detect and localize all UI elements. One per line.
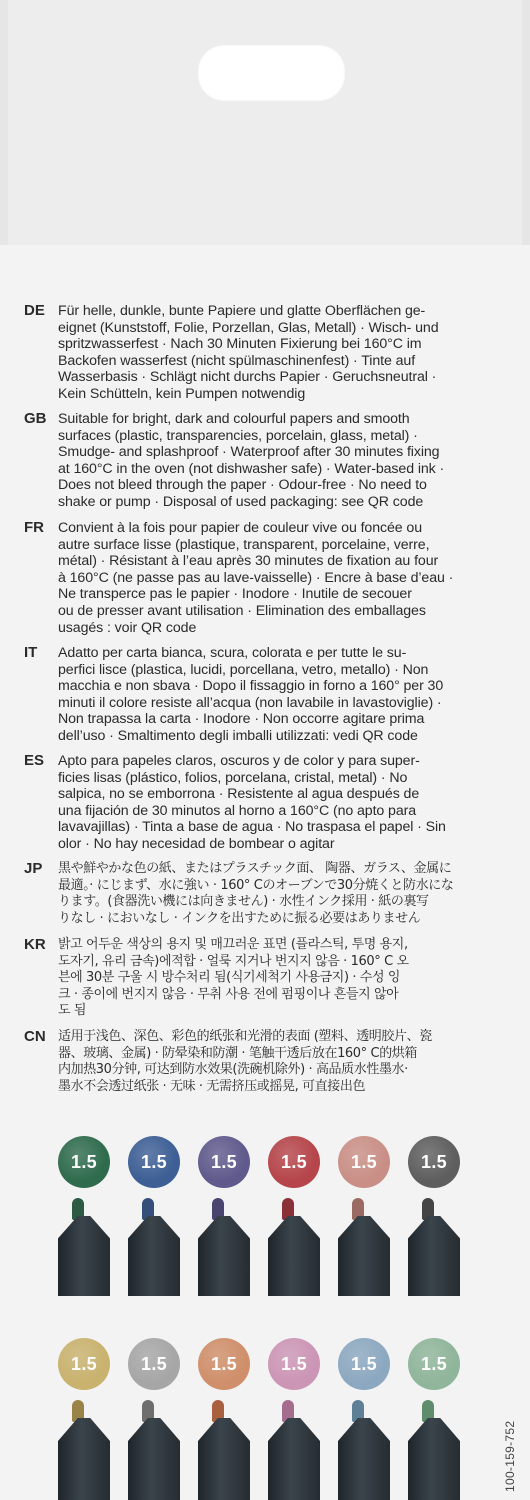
language-code: IT [24, 644, 38, 661]
pen-swatch [122, 1338, 194, 1500]
tip-size-label: 1.5 [421, 1354, 447, 1374]
hang-hole [198, 45, 345, 101]
tip-size-label: 1.5 [71, 1152, 97, 1172]
language-text: Convient à la fois pour papier de couleur vive ou foncée ou autre surface lisse (plastique, transparent, porcelaine, verre, métal) · Résistant à l’eau après 30 minutes de fixation au four à 160°C (ne passe pas au lave-vaisselle) · Encre à base d’eau · Ne transperce pas le papier · Inodore · Inutile de secouer ou de presser avant utilisation · Elimination des emballages usagés : voir QR code [58, 520, 454, 636]
pen-body [408, 1216, 460, 1296]
color-cap [128, 1136, 180, 1188]
language-code: CN [24, 1028, 46, 1045]
pen-swatch [122, 1136, 194, 1296]
tip-size-label: 1.5 [281, 1354, 307, 1374]
pen-swatch [52, 1136, 124, 1296]
pen-swatch [402, 1136, 474, 1296]
color-cap [128, 1338, 180, 1390]
color-cap [198, 1136, 250, 1188]
tip-size-label: 1.5 [351, 1152, 377, 1172]
color-cap [198, 1338, 250, 1390]
tip-size-label: 1.5 [281, 1152, 307, 1172]
language-code: ES [24, 752, 45, 769]
package-top [0, 0, 530, 245]
language-text: Für helle, dunkle, bunte Papiere und glatte Oberflächen ge- eignet (Kunststoff, Folie, Porzellan, Glas, Metall) · Wisch- und spritzwasserfest · Nach 30 Minuten Fixierung bei 160°C im Backofen wasserfest (nicht spülmaschinenfest) · Tinte auf Wasserbasis · Schlägt nicht durchs Papier · Geruchsneutral · Kein Schütteln, kein Pumpen notwendig [58, 303, 439, 402]
color-cap [268, 1338, 320, 1390]
pen-body [408, 1418, 460, 1500]
tip-size-label: 1.5 [421, 1152, 447, 1172]
tip-size-label: 1.5 [141, 1354, 167, 1374]
language-text: Adatto per carta bianca, scura, colorata e per tutte le su- perfici lisce (plastica, lucidi, porcellana, vetro, metallo) · Non macchia e non sbava · Dopo il fissaggio in forno a 160° per 30 minuti il colore resiste all’acqua (non lavabile in lavastoviglie) · Non trapassa la carta · Inodore · Non occorre agitare prima dell’uso · Smaltimento degli imballi utilizzati: vedi QR code [58, 645, 444, 744]
pen-body [268, 1418, 320, 1500]
color-cap [268, 1136, 320, 1188]
pen-swatch [262, 1136, 334, 1296]
pen-body [128, 1216, 180, 1296]
language-code: KR [24, 936, 46, 953]
color-cap [338, 1338, 390, 1390]
pen-body [338, 1418, 390, 1500]
color-cap [58, 1136, 110, 1188]
color-cap [58, 1338, 110, 1390]
tip-size-label: 1.5 [211, 1354, 237, 1374]
pen-body [58, 1418, 110, 1500]
language-code: GB [24, 410, 47, 427]
language-code: JP [24, 860, 43, 877]
package-top-panel [8, 0, 522, 245]
pen-body [198, 1216, 250, 1296]
language-text: 밝고 어두운 색상의 용지 및 매끄러운 표면 (플라스틱, 투명 용지, 도자기, 유리 금속)에적합 · 얼룩 지거나 번지지 않음 · 160° C 오 븐에 30분 구울 시 방수처리 됨(식기세척기 사용금지) · 수성 잉 크 · 종이에 번지지 않음 · 무취 사용 전에 펌핑이나 흔들지 않아 도 됨 [58, 937, 409, 1019]
pen-swatch [52, 1338, 124, 1500]
pen-swatch [332, 1136, 404, 1296]
language-text: 适用于浅色、深色、彩色的纸张和光滑的表面 (塑料、透明胶片、瓷 器、玻璃、金属) · 防晕染和防潮 · 笔触干透后放在160° C的烘箱 内加热30分钟, 可达到防水效果(洗碗机除外) · 高品质水性墨水· 墨水不会透过纸张 · 无味 · 无需挤压或摇晃, 可直接出色 [58, 1029, 432, 1094]
tip-size-label: 1.5 [71, 1354, 97, 1374]
language-code: DE [24, 302, 45, 319]
pen-body [198, 1418, 250, 1500]
color-cap [408, 1338, 460, 1390]
language-text: Apto para papeles claros, oscuros y de color y para super- ficies lisas (plástico, folios, porcelana, cristal, metal) · No salpica, no se emborrona · Resistente al agua después de una fijación de 30 minutos al horno a 160°C (no apto para lavavajillas) · Tinta a base de agua · No traspasa el papel · Sin olor · No hay necesidad de bombear o agitar [58, 753, 446, 852]
tip-size-label: 1.5 [211, 1152, 237, 1172]
pen-body [338, 1216, 390, 1296]
pen-swatch [192, 1136, 264, 1296]
pen-body [268, 1216, 320, 1296]
pen-body [128, 1418, 180, 1500]
pen-swatch [402, 1338, 474, 1500]
tip-size-label: 1.5 [351, 1354, 377, 1374]
language-text: 黒や鮮やかな色の紙、またはプラスチック面、 陶器、ガラス、金属に 最適。· にじまず、水に強い · 160° Cのオーブンで30分焼くと防水にな ります。(食器洗い機には向きません) · 水性インク採用 · 紙の裏写 りなし · においなし · インクを出すために振る必要はありません [58, 861, 454, 926]
language-text: Suitable for bright, dark and colourful papers and smooth surfaces (plastic, transparencies, porcelain, glass, metal) · Smudge- and splashproof · Waterproof after 30 minutes fixing at 160°C in the oven (not dishwasher safe) · Water-based ink · Does not bleed through the paper · Odour-free · No need to shake or pump · Disposal of used packaging: see QR code [58, 411, 445, 510]
article-number: 100-159-752 [503, 1420, 517, 1492]
pen-swatch [262, 1338, 334, 1500]
pen-body [58, 1216, 110, 1296]
tip-size-label: 1.5 [141, 1152, 167, 1172]
color-cap [338, 1136, 390, 1188]
pen-swatch [192, 1338, 264, 1500]
language-code: FR [24, 519, 44, 536]
color-cap [408, 1136, 460, 1188]
pen-swatch [332, 1338, 404, 1500]
